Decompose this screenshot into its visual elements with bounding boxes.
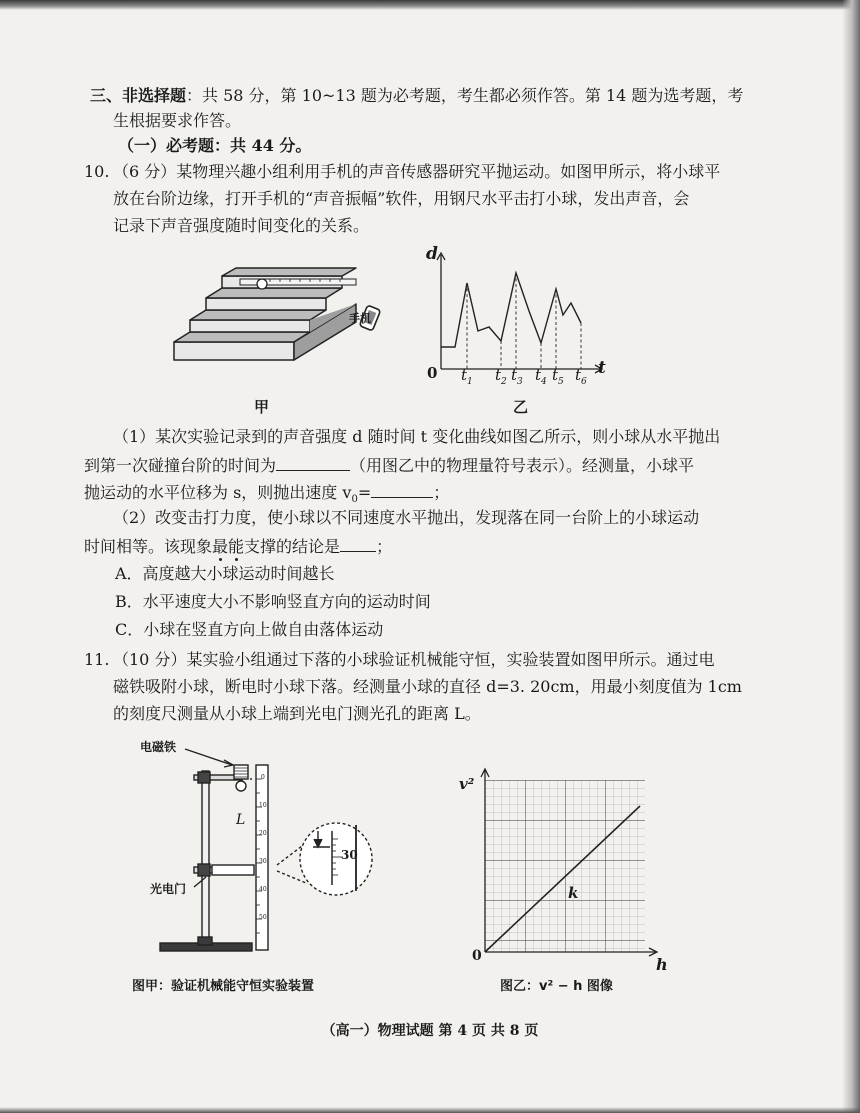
q10-part1-line2-a: 到第一次碰撞台阶的时间为 <box>84 456 277 475</box>
section-heading-rest: ：共 58 分，第 10~13 题为必考题，考生都必须作答。第 14 题为选考题，考 <box>186 86 744 105</box>
q11-number: 11. <box>84 650 110 669</box>
q11-line2: 磁铁吸附小球，断电时小球下落。经测量小球的直径 d=3. 20cm，用最小刻度值为 1cm <box>113 677 742 696</box>
ruler-tick-0: 0 <box>261 774 265 781</box>
q11-fig-yi-caption: 图乙：v² − h 图像 <box>500 979 613 994</box>
q10-graph-origin: 0 <box>427 364 438 382</box>
q11-graph-slope-label: k <box>568 884 579 902</box>
section-subheading: （一）必考题：共 44 分。 <box>118 136 312 155</box>
q10-part1-line2 <box>84 452 694 478</box>
q10-part1-line3-b: = <box>357 483 372 502</box>
q10-dt-graph <box>415 245 615 385</box>
q11-graph-origin: 0 <box>472 948 482 964</box>
tick-t4: $t_4$ <box>535 366 547 387</box>
q11-apparatus-figure <box>150 735 400 960</box>
tick-t6: $t_6$ <box>575 366 587 387</box>
q10-part2-line1: （2）改变击打力度，使小球以不同速度水平抛出，发现落在同一台阶上的小球运动 <box>113 508 700 527</box>
tick-t3: $t_3$ <box>511 366 523 387</box>
q10-answer-blank-time[interactable] <box>276 452 350 471</box>
section-heading-lead: 三、非选择题 <box>90 86 187 105</box>
q10-answer-blank-conclusion[interactable] <box>340 533 376 552</box>
q11-fig-jia-caption: 图甲：验证机械能守恒实验装置 <box>132 979 315 994</box>
q10-part1-line3-sub: 0 <box>351 494 358 506</box>
q10-fig-yi-caption: 乙 <box>513 398 529 416</box>
q10-part2-line2-b: 支撑的结论是 <box>244 537 341 556</box>
section-heading <box>90 84 743 108</box>
section-heading-line2: 生根据要求作答。 <box>113 111 242 130</box>
q11-gate-label: 光电门 <box>150 882 187 896</box>
scan-edge-right <box>842 0 860 1113</box>
q10-part2-line2 <box>84 533 392 559</box>
q10-phone-label: 手机 <box>349 312 371 325</box>
sound-curve <box>441 273 581 347</box>
q11-graph-ylabel: v² <box>459 775 475 793</box>
q10-part1-line2-b: （用图乙中的物理量符号表示）。经测量，小球平 <box>350 456 695 475</box>
q11-zoom-reading: 30 <box>341 848 358 862</box>
scan-edge-top <box>0 0 860 10</box>
tick-t1: $t_1$ <box>461 366 473 387</box>
tick-t2: $t_2$ <box>495 366 507 387</box>
q10-option-c: C．小球在竖直方向上做自由落体运动 <box>115 620 384 639</box>
q10-line3: 记录下声音强度随时间变化的关系。 <box>113 216 370 235</box>
ruler-tick-50: 50 <box>259 914 267 921</box>
q11-magnet-label: 电磁铁 <box>140 740 177 754</box>
q11-line1: （10 分）某实验小组通过下落的小球验证机械能守恒，实验装置如图甲所示。通过电 <box>113 650 715 669</box>
ruler-tick-40: 40 <box>259 886 267 893</box>
q10-part1-line3-a: 抛运动的水平位移为 s，则抛出速度 v <box>84 483 352 502</box>
q10-part2-line2-a: 时间相等。该现象 <box>84 537 213 556</box>
q10-number: 10. <box>84 162 110 181</box>
q10-option-a: A．高度越大小球运动时间越长 <box>115 564 335 583</box>
q11-v2h-graph <box>470 768 670 960</box>
q10-part2-line2-c: ； <box>376 537 393 556</box>
q10-line2: 放在台阶边缘，打开手机的“声音振幅”软件，用钢尺水平击打小球，发出声音，会 <box>113 189 690 208</box>
ruler-tick-20: 20 <box>259 830 267 837</box>
page-footer: （高一）物理试题 第 4 页 共 8 页 <box>321 1023 539 1039</box>
q11-length-label: L <box>236 812 246 828</box>
q10-graph-ylabel: d <box>426 244 438 264</box>
q10-line1: （6 分）某物理兴趣小组利用手机的声音传感器研究平抛运动。如图甲所示，将小球平 <box>113 162 721 181</box>
q10-emphasis-neng: 能 <box>228 537 245 556</box>
q10-graph-xlabel: t <box>598 358 606 378</box>
q11-line3: 的刻度尺测量从小球上端到光电门测光孔的距离 L。 <box>113 704 481 723</box>
tick-t5: $t_5$ <box>552 366 564 387</box>
q10-emphasis-zui: 最 <box>212 537 229 556</box>
q10-option-b: B．水平速度大小不影响竖直方向的运动时间 <box>115 592 431 611</box>
ruler-tick-30: 30 <box>259 858 267 865</box>
q10-answer-blank-velocity[interactable] <box>371 479 433 498</box>
q10-part1-line1: （1）某次实验记录到的声音强度 d 随时间 t 变化曲线如图乙所示，则小球从水平抛出 <box>113 427 721 446</box>
ruler-tick-10: 10 <box>259 802 267 809</box>
q11-graph-xlabel: h <box>656 955 668 974</box>
q10-part1-line3-c: ； <box>433 483 450 502</box>
q10-fig-jia-caption: 甲 <box>254 398 270 416</box>
scan-edge-bottom <box>0 1107 860 1113</box>
